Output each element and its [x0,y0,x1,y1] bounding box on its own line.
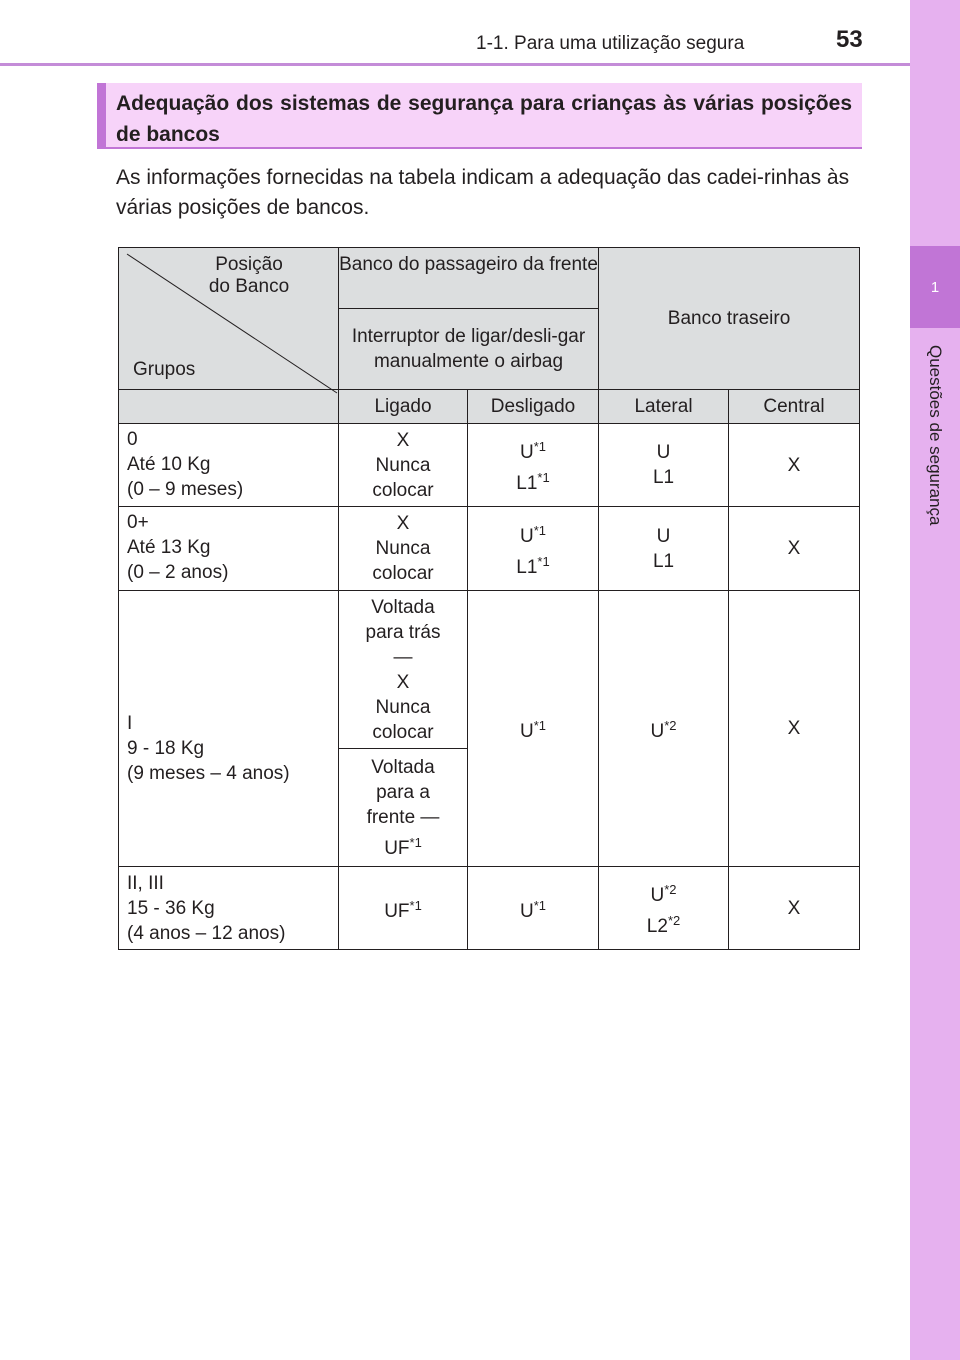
table-row [119,867,860,950]
lateral-value: U [650,885,665,906]
table-row [119,507,860,591]
group-weight: Até 10 Kg [127,454,211,475]
group-cell [119,424,339,507]
footnote-mark: *1 [537,470,550,485]
on-note: frente — [366,806,440,828]
central-cell: X [729,507,860,591]
front-seat-header: Banco do passageiro da frente [339,248,599,309]
footnote-mark: *2 [664,718,677,733]
footnote-mark: *1 [409,897,422,913]
on-cell [339,867,468,950]
footnote-mark: *2 [667,913,681,928]
table-row [119,424,860,507]
group-age: (4 anos – 12 anos) [127,922,286,944]
lateral-value: L1 [652,550,675,572]
corner-position-label: Posição do Banco [208,254,290,297]
running-header: 1-1. Para uma utilização segura [476,33,745,54]
corner-groups-label: Grupos [133,359,196,380]
group-class: I [127,713,133,734]
on-note: colocar [372,563,434,584]
on-value: X [396,513,410,534]
on-note: Voltada [371,756,435,778]
table-row [119,591,860,749]
lateral-value: U [656,525,671,547]
off-value: U [519,721,534,742]
footnote-mark: *1 [533,439,547,454]
footnote-mark: *1 [537,553,550,569]
on-note: colocar [372,479,434,501]
on-cell [339,507,468,591]
col-header-on: Ligado [339,390,468,424]
off-cell [468,507,599,591]
on-note: colocar [372,721,434,743]
lateral-value: L1 [652,467,675,488]
footnote-mark: *1 [533,897,547,913]
on-note: para trás [365,621,441,643]
group-age: (0 – 9 meses) [127,479,244,500]
group-class: II, III [127,872,164,894]
group-age: (0 – 2 anos) [127,562,229,583]
group-weight: Até 13 Kg [127,537,211,558]
on-rear-facing-cell [339,591,468,749]
group-class: 0+ [127,512,149,533]
off-cell [468,424,599,507]
footnote-mark: *1 [533,522,547,538]
on-value: UF [384,837,410,859]
central-cell: X [729,867,860,950]
corner-header-cell [119,248,339,390]
group-age: (9 meses – 4 anos) [127,763,290,784]
central-cell: X [729,424,860,507]
lateral-value: U [656,442,671,463]
lateral-cell [599,591,729,867]
lateral-value: L2 [646,916,668,937]
footnote-mark: *1 [409,834,422,850]
on-value: UF [384,900,410,922]
col-header-central: Central [729,390,860,424]
off-value: L1 [516,556,538,578]
rear-seat-header: Banco traseiro [599,248,860,390]
side-tab [910,0,960,1360]
group-class: 0 [127,429,138,450]
chapter-label: Questões de segurança [926,345,945,526]
lateral-cell [599,424,729,507]
on-note: Nunca [375,538,431,559]
group-cell [119,591,339,867]
col-header-off: Desligado [468,390,599,424]
footnote-mark: *1 [533,718,547,733]
group-weight: 9 - 18 Kg [127,738,205,759]
chapter-number-tab: 1 [910,246,960,328]
on-value: X [396,671,410,693]
on-forward-facing-cell [339,749,468,867]
seat-suitability-table [118,247,860,950]
on-note: — [393,646,413,668]
intro-paragraph: As informações fornecidas na tabela indicam a adequação das cadei-rinhas às várias posições de bancos. [116,166,850,219]
col-header-lateral: Lateral [599,390,729,424]
group-cell [119,867,339,950]
on-note: Nunca [375,696,431,718]
header-rule [0,63,910,66]
on-note: para a [376,781,430,803]
group-weight: 15 - 36 Kg [127,897,215,919]
central-cell: X [729,591,860,867]
on-note: Nunca [375,454,431,476]
off-cell [468,867,599,950]
lateral-cell [599,867,729,950]
on-cell [339,424,468,507]
on-note: Voltada [371,596,435,618]
page-number: 53 [836,26,863,53]
off-value: U [519,442,534,463]
footnote-mark: *2 [664,882,677,897]
group-cell [119,507,339,591]
off-value: U [519,525,534,547]
section-title: Adequação dos sistemas de segurança para crianças às várias posições de bancos [116,92,852,146]
off-value: U [519,900,534,922]
on-value: X [396,429,410,451]
lateral-cell [599,507,729,591]
lateral-value: U [650,721,665,742]
off-cell [468,591,599,867]
off-value: L1 [516,473,538,494]
airbag-switch-header: Interruptor de ligar/desli-gar manualmente o airbag [339,309,599,390]
